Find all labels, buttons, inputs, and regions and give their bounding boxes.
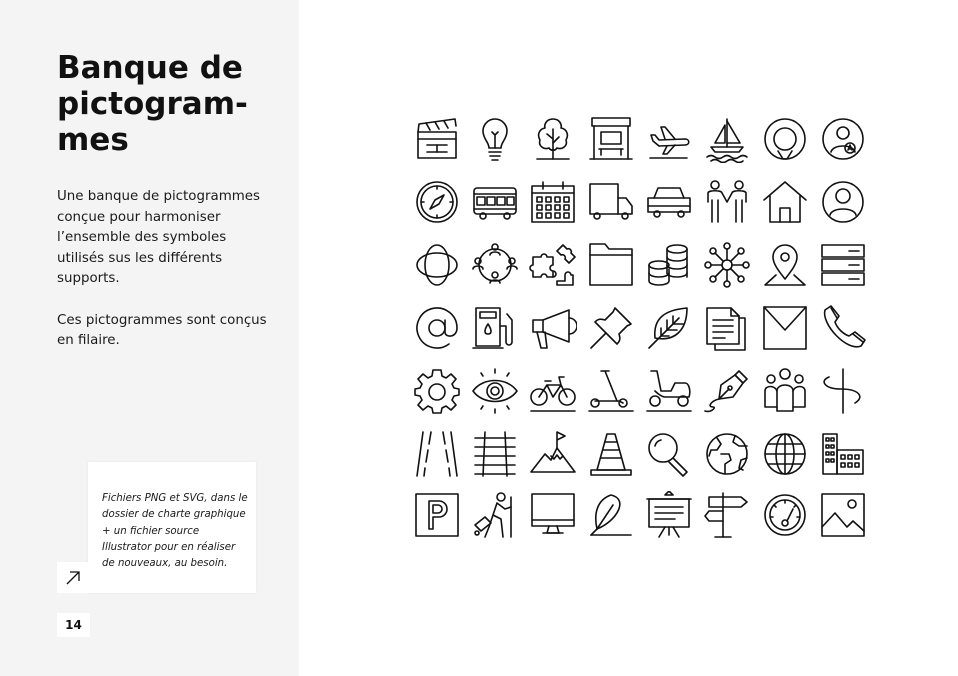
airplane-icon [645, 115, 693, 163]
eye-icon [471, 367, 519, 415]
railway-icon [471, 430, 519, 478]
page-number: 14 [57, 613, 90, 637]
network-people-icon [471, 241, 519, 289]
truck-icon [587, 178, 635, 226]
leaf-icon [645, 304, 693, 352]
moped-icon [645, 367, 693, 415]
house-icon [761, 178, 809, 226]
road-icon [413, 430, 461, 478]
magnifier-icon [645, 430, 693, 478]
files-note-card [88, 462, 256, 593]
folder-icon [587, 241, 635, 289]
fuel-pump-icon [471, 304, 519, 352]
calendar-icon [529, 178, 577, 226]
page-title [57, 50, 248, 158]
bus-stop-icon [587, 115, 635, 163]
pictogram-grid [413, 115, 873, 539]
bus-icon [471, 178, 519, 226]
user-badge-icon [819, 115, 867, 163]
files-note-text: Fichiers PNG et SVG, dans le dossier de charte graphique + un fichier source Illustrator pour en réaliser de nouveaux, au besoin. [102, 493, 248, 570]
documents-icon [703, 304, 751, 352]
fountain-pen-icon [703, 367, 751, 415]
open-link-button[interactable] [57, 562, 88, 593]
megaphone-icon [529, 304, 577, 352]
title-line: pictogram- [57, 86, 248, 122]
envelope-icon [761, 304, 809, 352]
hiker-icon [471, 491, 519, 539]
parking-icon [413, 491, 461, 539]
car-icon [645, 178, 693, 226]
pushpin-icon [587, 304, 635, 352]
sidebar-panel [0, 0, 299, 676]
mountain-flag-icon [529, 430, 577, 478]
arrow-up-right-icon [65, 570, 81, 586]
route-icon [819, 367, 867, 415]
people-handshake-icon [703, 178, 751, 226]
globe-grid-icon [761, 430, 809, 478]
kick-scooter-icon [587, 367, 635, 415]
lifebuoy-icon [761, 115, 809, 163]
buildings-icon [819, 430, 867, 478]
compass-icon [413, 178, 461, 226]
intro-text [57, 187, 267, 352]
location-pin-icon [761, 241, 809, 289]
clapperboard-icon [413, 115, 461, 163]
monitor-icon [529, 491, 577, 539]
coins-stack-icon [645, 241, 693, 289]
traffic-cone-icon [587, 430, 635, 478]
lightbulb-icon [471, 115, 519, 163]
speedometer-icon [761, 491, 809, 539]
signpost-icon [703, 491, 751, 539]
at-sign-icon [413, 304, 461, 352]
user-circle-icon [819, 178, 867, 226]
phone-icon [819, 304, 867, 352]
intro-paragraph: Ces pictogrammes sont conçus en filaire. [57, 312, 267, 349]
gear-icon [413, 367, 461, 415]
presentation-board-icon [645, 491, 693, 539]
globe-orbit-icon [413, 241, 461, 289]
tree-icon [529, 115, 577, 163]
sailboat-icon [703, 115, 751, 163]
group-people-icon [761, 367, 809, 415]
bicycle-icon [529, 367, 577, 415]
title-line: Banque de [57, 50, 243, 86]
intro-paragraph: Une banque de pictogrammes conçue pour harmoniser l’ensemble des symboles utilisés sus les différents supports. [57, 189, 260, 287]
server-rack-icon [819, 241, 867, 289]
image-icon [819, 491, 867, 539]
puzzle-icon [529, 241, 577, 289]
feather-icon [587, 491, 635, 539]
hub-network-icon [703, 241, 751, 289]
earth-icon [703, 430, 751, 478]
title-line: mes [57, 122, 129, 158]
